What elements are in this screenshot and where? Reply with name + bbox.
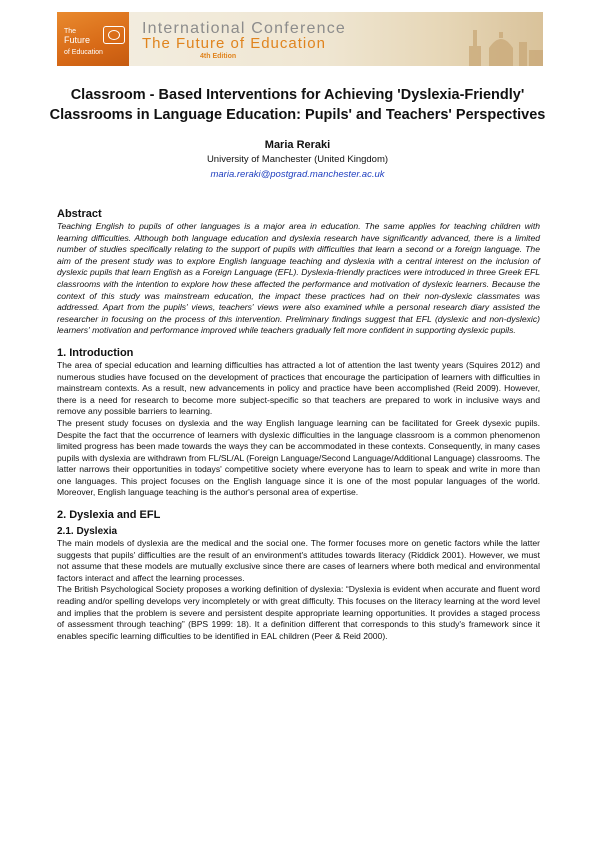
conference-logo — [57, 12, 129, 66]
paper-body — [57, 207, 540, 642]
logo-text-future: Future — [64, 35, 91, 45]
section-heading-dyslexia-efl: 2. Dyslexia and EFL — [57, 509, 161, 522]
florence-skyline-icon — [467, 16, 543, 66]
abstract-text: Teaching English to pupils of other languages is a major area in education. The same applies for teaching children with learning difficulties. Although both language education and dyslexia research have significantly advanced, there is a limited number of studies specifically relating to the support of pupils with difficulties that learn a second or a foreign language. The aim of the present study was to explore English language teaching and dyslexia with a central interest on the inclusion of dyslexic pupils that learn English as a Foreign Language (EFL). Dyslexia-friendly practices were introduced in three Greek EFL classrooms with the intention to explore how these affected the performance and motivation of dyslexic learners. Because the context of this study was mainstream education, the impact these practices had on their non-dyslexic classmates was addressed. Apart from the pupils' views, teachers' views were also examined while a personal research diary assisted the researcher in focusing on the process of this intervention. Preliminary findings suggest that EFL (dyslexic and non-dyslexic) learners' motivation and performance improved while teachers gradually felt more confident in supporting dyslexic pupils. — [57, 221, 540, 336]
paragraph-intro-2: The present study focuses on dyslexia and the way English language learning can be facilitated for Greek dysexic pupils. Despite the fact that the occurrence of learners with dyslexic difficulties in the language classroom is a common phenomenon limited progress has been made towards the ways they can be accommodated in these contexts. Consequently, in many cases pupils with dyslexia are withdrawn from FL/SL/AL (Foreign Language/Second Language/Additional Language) classrooms. The latter narrows their opportunities in todays' competitive society where everyone has to learn to speak and write in more than one languages. This project focuses on the English language since it is one of the most popular languages of the world. Moreover, English language teaching is the author's personal area of expertise. — [57, 417, 540, 498]
conference-banner — [57, 12, 543, 66]
banner-edition: 4th Edition — [200, 53, 237, 60]
paragraph-intro-1: The area of special education and learning difficulties has attracted a lot of attention the last twenty years (Squires 2012) and numerous studies have focused on the development of practices that encourage the participation of learners with difficulties in mainstream contexts. As a result, new advancements in policy and practice have been accomplished (Reid 2009). However, there is a need for research to become more subject-specific so that teachers are prepared to work in inclusive ways and remove any possible barriers to learning. — [57, 359, 540, 417]
author-name: Maria Reraki — [264, 139, 331, 151]
section-heading-introduction: 1. Introduction — [57, 346, 134, 359]
paragraph-dyslexia-2: The British Psychological Society proposes a working definition of dyslexia: “Dyslexia is evident when accurate and fluent word reading and/or spelling develops very incompletely or with great difficulty. This focuses on the literacy learning at the word level and implies that the problem is severe and persistent despite appropriate learning opportunities. It provides a staged process of assessment through teaching” (BPS 1999: 18). It a definition different that corresponds to this study's framework since it enables specific learning difficulties to be identified in EAL children (Peer & Reid 2000). — [57, 584, 540, 641]
author-email-link[interactable]: maria.reraki@postgrad.manchester.ac.uk — [210, 169, 385, 180]
abstract-heading: Abstract — [57, 208, 102, 220]
subsection-heading-dyslexia: 2.1. Dyslexia — [57, 526, 118, 538]
paper-title: Classroom - Based Interventions for Achieving 'Dyslexia-Friendly' Classrooms in Language Education: Pupils' and Teachers' Perspectives — [49, 87, 546, 123]
logo-text-the: The — [64, 28, 77, 35]
banner-title-line2: The Future of Education — [142, 35, 326, 52]
paragraph-dyslexia-1: The main models of dyslexia are the medical and the social one. The former focuses more on genetic factors while the latter suggests that pupils' difficulties are the result of an environment's attitudes towards literacy (Riddick 2001). However, we must not assume that these models are mutually exclusive since there are cases of learners where both medical and environmental factors interact and affect the learning processes. — [57, 538, 540, 583]
laptop-globe-icon — [103, 26, 125, 44]
banner-title-line1: International Conference — [142, 20, 347, 37]
logo-text-of-education: of Education — [64, 49, 103, 56]
author-affiliation: University of Manchester (United Kingdom) — [206, 154, 389, 165]
